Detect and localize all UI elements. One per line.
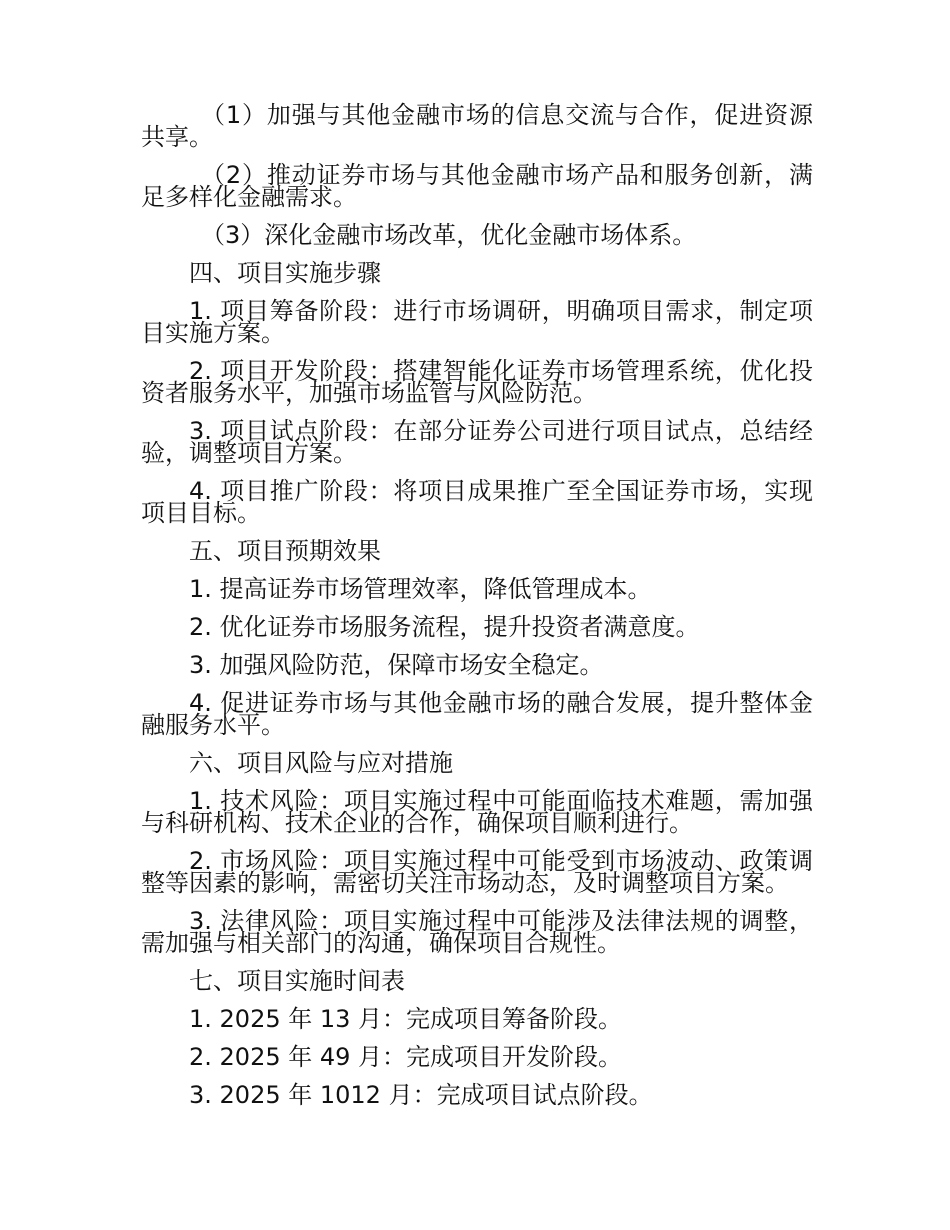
- paragraph-step-1: 1. 项目筹备阶段：进行市场调研，明确项目需求，制定项目实施方案。: [141, 297, 813, 347]
- paragraph-effect-3: 3. 加强风险防范，保障市场安全稳定。: [189, 651, 604, 679]
- document-body: [141, 101, 813, 1109]
- paragraph-effect-1: 1. 提高证券市场管理效率，降低管理成本。: [189, 575, 652, 603]
- section-heading-steps: 四、项目实施步骤: [189, 259, 381, 287]
- section-heading-effects: 五、项目预期效果: [189, 537, 381, 565]
- paragraph-schedule-1: 1. 2025 年 13 月：完成项目筹备阶段。: [189, 1005, 623, 1033]
- paragraph-schedule-3: 3. 2025 年 1012 月：完成项目试点阶段。: [189, 1081, 653, 1109]
- paragraph-step-4: 4. 项目推广阶段：将项目成果推广至全国证券市场，实现项目目标。: [141, 477, 813, 527]
- paragraph-step-3: 3. 项目试点阶段：在部分证券公司进行项目试点，总结经验，调整项目方案。: [141, 417, 813, 467]
- paragraph-risk-1: 1. 技术风险：项目实施过程中可能面临技术难题，需加强与科研机构、技术企业的合作，确保项目顺利进行。: [141, 787, 813, 837]
- paragraph-schedule-2: 2. 2025 年 49 月：完成项目开发阶段。: [189, 1043, 623, 1071]
- paragraph-cooperation-3: （3）深化金融市场改革，优化金融市场体系。: [201, 221, 697, 249]
- paragraph-risk-2: 2. 市场风险：项目实施过程中可能受到市场波动、政策调整等因素的影响，需密切关注市场动态，及时调整项目方案。: [141, 847, 813, 897]
- paragraph-risk-3: 3. 法律风险：项目实施过程中可能涉及法律法规的调整，需加强与相关部门的沟通，确保项目合规性。: [141, 907, 813, 957]
- paragraph-effect-2: 2. 优化证券市场服务流程，提升投资者满意度。: [189, 613, 700, 641]
- paragraph-effect-4: 4. 促进证券市场与其他金融市场的融合发展，提升整体金融服务水平。: [141, 689, 813, 739]
- paragraph-step-2: 2. 项目开发阶段：搭建智能化证券市场管理系统，优化投资者服务水平，加强市场监管与风险防范。: [141, 357, 813, 407]
- section-heading-risks: 六、项目风险与应对措施: [189, 749, 453, 777]
- section-heading-schedule: 七、项目实施时间表: [189, 967, 405, 995]
- paragraph-cooperation-2: （2）推动证券市场与其他金融市场产品和服务创新，满足多样化金融需求。: [141, 161, 813, 211]
- paragraph-cooperation-1: （1）加强与其他金融市场的信息交流与合作，促进资源共享。: [141, 101, 813, 151]
